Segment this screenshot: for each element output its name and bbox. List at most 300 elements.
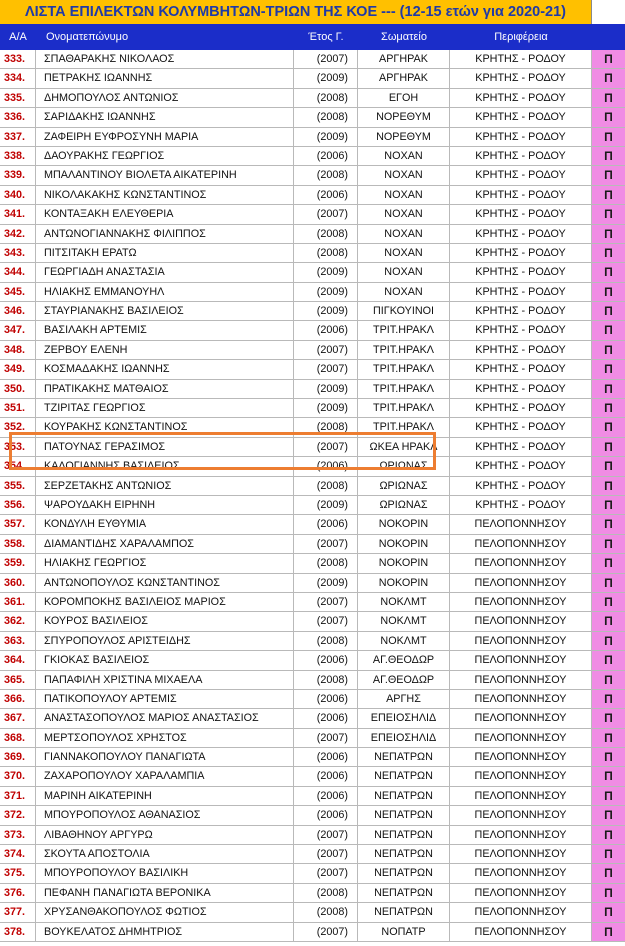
club-name: ΝΕΠΑΤΡΩΝ xyxy=(358,903,450,922)
birth-year: (2007) xyxy=(294,729,358,748)
region-name: ΚΡΗΤΗΣ - ΡΟΔΟΥ xyxy=(450,108,592,127)
club-name: ΝΟΠΑΤΡ xyxy=(358,923,450,942)
row-number: 377. xyxy=(0,903,36,922)
birth-year: (2006) xyxy=(294,709,358,728)
row-number: 334. xyxy=(0,69,36,88)
birth-year: (2007) xyxy=(294,438,358,457)
athlete-name: ΑΝΑΣΤΑΣΟΠΟΥΛΟΣ ΜΑΡΙΟΣ ΑΝΑΣΤΑΣΙΟΣ xyxy=(36,709,294,728)
title-tail-cell xyxy=(592,0,625,24)
club-name: ΝΟΚΟΡΙΝ xyxy=(358,574,450,593)
birth-year: (2006) xyxy=(294,787,358,806)
athlete-name: ΔΑΟΥΡΑΚΗΣ ΓΕΩΡΓΙΟΣ xyxy=(36,147,294,166)
header-aa: Α/Α xyxy=(9,31,27,43)
region-name: ΠΕΛΟΠΟΝΝΗΣΟΥ xyxy=(450,903,592,922)
club-name: ΑΓ.ΘΕΟΔΩΡ xyxy=(358,651,450,670)
table-row xyxy=(0,128,625,147)
mark-cell: Π xyxy=(592,89,625,108)
region-name: ΠΕΛΟΠΟΝΝΗΣΟΥ xyxy=(450,748,592,767)
row-number: 368. xyxy=(0,729,36,748)
athlete-name: ΠΑΤΙΚΟΠΟΥΛΟΥ ΑΡΤΕΜΙΣ xyxy=(36,690,294,709)
birth-year: (2006) xyxy=(294,690,358,709)
table-row xyxy=(0,380,625,399)
row-number: 374. xyxy=(0,845,36,864)
club-name: ΠΙΓΚΟΥΙΝΟΙ xyxy=(358,302,450,321)
mark-cell: Π xyxy=(592,360,625,379)
table-row xyxy=(0,632,625,651)
region-name: ΠΕΛΟΠΟΝΝΗΣΟΥ xyxy=(450,806,592,825)
athlete-name: ΜΑΡΙΝΗ ΑΙΚΑΤΕΡΙΝΗ xyxy=(36,787,294,806)
athlete-name: ΓΕΩΡΓΙΑΔΗ ΑΝΑΣΤΑΣΙΑ xyxy=(36,263,294,282)
mark-cell: Π xyxy=(592,729,625,748)
athlete-name: ΚΟΣΜΑΔΑΚΗΣ ΙΩΑΝΝΗΣ xyxy=(36,360,294,379)
row-number: 338. xyxy=(0,147,36,166)
table-row xyxy=(0,438,625,457)
club-name: ΝΟΧΑΝ xyxy=(358,225,450,244)
mark-cell: Π xyxy=(592,186,625,205)
header-club: Σωματείο xyxy=(381,31,427,43)
row-number: 366. xyxy=(0,690,36,709)
table-row xyxy=(0,806,625,825)
club-name: ΝΕΠΑΤΡΩΝ xyxy=(358,884,450,903)
mark-cell: Π xyxy=(592,864,625,883)
mark-cell: Π xyxy=(592,477,625,496)
table-row xyxy=(0,321,625,340)
birth-year: (2008) xyxy=(294,166,358,185)
club-name: ΤΡΙΤ.ΗΡΑΚΛ xyxy=(358,321,450,340)
mark-cell: Π xyxy=(592,574,625,593)
birth-year: (2009) xyxy=(294,283,358,302)
athlete-name: ΚΑΛΟΓΙΑΝΝΗΣ ΒΑΣΙΛΕΙΟΣ xyxy=(36,457,294,476)
athlete-name: ΠΙΤΣΙΤΑΚΗ ΕΡΑΤΩ xyxy=(36,244,294,263)
region-name: ΠΕΛΟΠΟΝΝΗΣΟΥ xyxy=(450,515,592,534)
row-number: 344. xyxy=(0,263,36,282)
club-name: ΝΟΚΟΡΙΝ xyxy=(358,554,450,573)
athlete-name: ΜΠΟΥΡΟΠΟΥΛΟΥ ΒΑΣΙΛΙΚΗ xyxy=(36,864,294,883)
table-row xyxy=(0,923,625,942)
row-number: 349. xyxy=(0,360,36,379)
mark-cell: Π xyxy=(592,302,625,321)
row-number: 346. xyxy=(0,302,36,321)
region-name: ΚΡΗΤΗΣ - ΡΟΔΟΥ xyxy=(450,477,592,496)
birth-year: (2009) xyxy=(294,399,358,418)
club-name: ΝΟΧΑΝ xyxy=(358,147,450,166)
region-name: ΠΕΛΟΠΟΝΝΗΣΟΥ xyxy=(450,671,592,690)
row-number: 354. xyxy=(0,457,36,476)
table-row xyxy=(0,884,625,903)
row-number: 370. xyxy=(0,767,36,786)
table-row xyxy=(0,418,625,437)
birth-year: (2006) xyxy=(294,186,358,205)
row-number: 359. xyxy=(0,554,36,573)
birth-year: (2008) xyxy=(294,244,358,263)
birth-year: (2008) xyxy=(294,108,358,127)
athlete-name: ΣΤΑΥΡΙΑΝΑΚΗΣ ΒΑΣΙΛΕΙΟΣ xyxy=(36,302,294,321)
region-name: ΚΡΗΤΗΣ - ΡΟΔΟΥ xyxy=(450,438,592,457)
region-name: ΚΡΗΤΗΣ - ΡΟΔΟΥ xyxy=(450,147,592,166)
region-name: ΠΕΛΟΠΟΝΝΗΣΟΥ xyxy=(450,826,592,845)
row-number: 364. xyxy=(0,651,36,670)
region-name: ΚΡΗΤΗΣ - ΡΟΔΟΥ xyxy=(450,263,592,282)
club-name: ΝΟΧΑΝ xyxy=(358,186,450,205)
region-name: ΚΡΗΤΗΣ - ΡΟΔΟΥ xyxy=(450,225,592,244)
row-number: 361. xyxy=(0,593,36,612)
mark-cell: Π xyxy=(592,438,625,457)
athlete-name: ΓΚΙΟΚΑΣ ΒΑΣΙΛΕΙΟΣ xyxy=(36,651,294,670)
row-number: 376. xyxy=(0,884,36,903)
birth-year: (2006) xyxy=(294,457,358,476)
birth-year: (2007) xyxy=(294,535,358,554)
region-name: ΠΕΛΟΠΟΝΝΗΣΟΥ xyxy=(450,651,592,670)
region-name: ΠΕΛΟΠΟΝΝΗΣΟΥ xyxy=(450,574,592,593)
mark-cell: Π xyxy=(592,225,625,244)
mark-cell: Π xyxy=(592,205,625,224)
club-name: ΝΟΧΑΝ xyxy=(358,263,450,282)
row-number: 378. xyxy=(0,923,36,942)
table-row xyxy=(0,767,625,786)
club-name: ΝΕΠΑΤΡΩΝ xyxy=(358,748,450,767)
birth-year: (2007) xyxy=(294,864,358,883)
mark-cell: Π xyxy=(592,380,625,399)
mark-cell: Π xyxy=(592,806,625,825)
mark-cell: Π xyxy=(592,903,625,922)
mark-cell: Π xyxy=(592,244,625,263)
birth-year: (2009) xyxy=(294,302,358,321)
birth-year: (2006) xyxy=(294,767,358,786)
row-number: 375. xyxy=(0,864,36,883)
row-number: 358. xyxy=(0,535,36,554)
birth-year: (2007) xyxy=(294,845,358,864)
athlete-name: ΤΖΙΡΙΤΑΣ ΓΕΩΡΓΙΟΣ xyxy=(36,399,294,418)
club-name: ΤΡΙΤ.ΗΡΑΚΛ xyxy=(358,399,450,418)
athlete-name: ΒΟΥΚΕΛΑΤΟΣ ΔΗΜΗΤΡΙΟΣ xyxy=(36,923,294,942)
birth-year: (2009) xyxy=(294,128,358,147)
mark-cell: Π xyxy=(592,535,625,554)
region-name: ΠΕΛΟΠΟΝΝΗΣΟΥ xyxy=(450,923,592,942)
header-mark xyxy=(592,24,625,50)
club-name: ΝΟΧΑΝ xyxy=(358,205,450,224)
club-name: ΝΕΠΑΤΡΩΝ xyxy=(358,787,450,806)
club-name: ΝΟΚΟΡΙΝ xyxy=(358,535,450,554)
athlete-name: ΣΠΥΡΟΠΟΥΛΟΣ ΑΡΙΣΤΕΙΔΗΣ xyxy=(36,632,294,651)
row-number: 341. xyxy=(0,205,36,224)
row-number: 372. xyxy=(0,806,36,825)
column-header-row xyxy=(0,24,625,50)
row-number: 363. xyxy=(0,632,36,651)
athlete-name: ΣΠΑΘΑΡΑΚΗΣ ΝΙΚΟΛΑΟΣ xyxy=(36,50,294,69)
table-row xyxy=(0,186,625,205)
athlete-name: ΗΛΙΑΚΗΣ ΕΜΜΑΝΟΥΗΛ xyxy=(36,283,294,302)
table-row xyxy=(0,147,625,166)
club-name: ΤΡΙΤ.ΗΡΑΚΛ xyxy=(358,380,450,399)
row-number: 352. xyxy=(0,418,36,437)
table-row xyxy=(0,50,625,69)
row-number: 335. xyxy=(0,89,36,108)
club-name: ΩΚΕΑ ΗΡΑΚΛ xyxy=(358,438,450,457)
club-name: ΝΕΠΑΤΡΩΝ xyxy=(358,806,450,825)
club-name: ΝΕΠΑΤΡΩΝ xyxy=(358,864,450,883)
region-name: ΚΡΗΤΗΣ - ΡΟΔΟΥ xyxy=(450,89,592,108)
table-row xyxy=(0,729,625,748)
table-row xyxy=(0,787,625,806)
mark-cell: Π xyxy=(592,341,625,360)
club-name: ΝΟΡΕΘΥΜ xyxy=(358,128,450,147)
club-name: ΝΟΚΛΜΤ xyxy=(358,593,450,612)
region-name: ΚΡΗΤΗΣ - ΡΟΔΟΥ xyxy=(450,341,592,360)
row-number: 336. xyxy=(0,108,36,127)
mark-cell: Π xyxy=(592,826,625,845)
table-row xyxy=(0,496,625,515)
club-name: ΕΠΕΙΟΣΗΛΙΔ xyxy=(358,709,450,728)
mark-cell: Π xyxy=(592,690,625,709)
athlete-name: ΛΙΒΑΘΗΝΟΥ ΑΡΓΥΡΩ xyxy=(36,826,294,845)
club-name: ΑΡΓΗΣ xyxy=(358,690,450,709)
birth-year: (2009) xyxy=(294,263,358,282)
mark-cell: Π xyxy=(592,457,625,476)
athlete-name: ΜΕΡΤΣΟΠΟΥΛΟΣ ΧΡΗΣΤΟΣ xyxy=(36,729,294,748)
table-body xyxy=(0,50,625,942)
region-name: ΚΡΗΤΗΣ - ΡΟΔΟΥ xyxy=(450,244,592,263)
club-name: ΝΟΧΑΝ xyxy=(358,283,450,302)
mark-cell: Π xyxy=(592,321,625,340)
region-name: ΠΕΛΟΠΟΝΝΗΣΟΥ xyxy=(450,864,592,883)
region-name: ΚΡΗΤΗΣ - ΡΟΔΟΥ xyxy=(450,399,592,418)
region-name: ΠΕΛΟΠΟΝΝΗΣΟΥ xyxy=(450,632,592,651)
mark-cell: Π xyxy=(592,923,625,942)
club-name: ΕΠΕΙΟΣΗΛΙΔ xyxy=(358,729,450,748)
table-row xyxy=(0,593,625,612)
row-number: 353. xyxy=(0,438,36,457)
table-row xyxy=(0,845,625,864)
region-name: ΚΡΗΤΗΣ - ΡΟΔΟΥ xyxy=(450,166,592,185)
mark-cell: Π xyxy=(592,69,625,88)
table-row xyxy=(0,709,625,728)
club-name: ΝΟΧΑΝ xyxy=(358,166,450,185)
region-name: ΚΡΗΤΗΣ - ΡΟΔΟΥ xyxy=(450,283,592,302)
club-name: ΝΕΠΑΤΡΩΝ xyxy=(358,826,450,845)
club-name: ΩΡΙΩΝΑΣ xyxy=(358,496,450,515)
athlete-name: ΓΙΑΝΝΑΚΟΠΟΥΛΟΥ ΠΑΝΑΓΙΩΤΑ xyxy=(36,748,294,767)
club-name: ΝΟΚΛΜΤ xyxy=(358,632,450,651)
athlete-name: ΔΙΑΜΑΝΤΙΔΗΣ ΧΑΡΑΛΑΜΠΟΣ xyxy=(36,535,294,554)
table-row xyxy=(0,69,625,88)
region-name: ΚΡΗΤΗΣ - ΡΟΔΟΥ xyxy=(450,302,592,321)
birth-year: (2007) xyxy=(294,593,358,612)
table-row xyxy=(0,244,625,263)
table-row xyxy=(0,574,625,593)
mark-cell: Π xyxy=(592,767,625,786)
athlete-name: ΠΑΠΑΦΙΛΗ ΧΡΙΣΤΙΝΑ ΜΙΧΑΕΛΑ xyxy=(36,671,294,690)
mark-cell: Π xyxy=(592,787,625,806)
athlete-name: ΧΡΥΣΑΝΘΑΚΟΠΟΥΛΟΣ ΦΩΤΙΟΣ xyxy=(36,903,294,922)
table-row xyxy=(0,225,625,244)
athlete-name: ΝΙΚΟΛΑΚΑΚΗΣ ΚΩΝΣΤΑΝΤΙΝΟΣ xyxy=(36,186,294,205)
header-region: Περιφέρεια xyxy=(494,31,548,43)
table-row xyxy=(0,826,625,845)
region-name: ΚΡΗΤΗΣ - ΡΟΔΟΥ xyxy=(450,418,592,437)
club-name: ΑΡΓΗΡΑΚ xyxy=(358,69,450,88)
birth-year: (2009) xyxy=(294,574,358,593)
row-number: 347. xyxy=(0,321,36,340)
row-number: 355. xyxy=(0,477,36,496)
club-name: ΑΡΓΗΡΑΚ xyxy=(358,50,450,69)
region-name: ΠΕΛΟΠΟΝΝΗΣΟΥ xyxy=(450,767,592,786)
region-name: ΠΕΛΟΠΟΝΝΗΣΟΥ xyxy=(450,729,592,748)
row-number: 373. xyxy=(0,826,36,845)
mark-cell: Π xyxy=(592,709,625,728)
athlete-name: ΑΝΤΩΝΟΓΙΑΝΝΑΚΗΣ ΦΙΛΙΠΠΟΣ xyxy=(36,225,294,244)
birth-year: (2007) xyxy=(294,205,358,224)
birth-year: (2006) xyxy=(294,651,358,670)
athlete-name: ΒΑΣΙΛΑΚΗ ΑΡΤΕΜΙΣ xyxy=(36,321,294,340)
table-row xyxy=(0,89,625,108)
row-number: 357. xyxy=(0,515,36,534)
row-number: 337. xyxy=(0,128,36,147)
athlete-name: ΨΑΡΟΥΔΑΚΗ ΕΙΡΗΝΗ xyxy=(36,496,294,515)
birth-year: (2008) xyxy=(294,632,358,651)
club-name: ΝΟΚΟΡΙΝ xyxy=(358,515,450,534)
header-year: Έτος Γ. xyxy=(308,31,344,43)
club-name: ΝΕΠΑΤΡΩΝ xyxy=(358,767,450,786)
athlete-name: ΖΑΦΕΙΡΗ ΕΥΦΡΟΣΥΝΗ ΜΑΡΙΑ xyxy=(36,128,294,147)
mark-cell: Π xyxy=(592,845,625,864)
table-row xyxy=(0,263,625,282)
mark-cell: Π xyxy=(592,671,625,690)
row-number: 351. xyxy=(0,399,36,418)
club-name: ΝΕΠΑΤΡΩΝ xyxy=(358,845,450,864)
table-row xyxy=(0,554,625,573)
table-row xyxy=(0,341,625,360)
list-title: ΛΙΣΤΑ ΕΠΙΛΕΚΤΩΝ ΚΟΛΥΜΒΗΤΩΝ-ΤΡΙΩΝ ΤΗΣ ΚΟΕ --- (12-15 ετών για 2020-21) xyxy=(0,0,592,24)
region-name: ΠΕΛΟΠΟΝΝΗΣΟΥ xyxy=(450,690,592,709)
athlete-name: ΖΕΡΒΟΥ ΕΛΕΝΗ xyxy=(36,341,294,360)
region-name: ΠΕΛΟΠΟΝΝΗΣΟΥ xyxy=(450,593,592,612)
region-name: ΚΡΗΤΗΣ - ΡΟΔΟΥ xyxy=(450,321,592,340)
athlete-name: ΗΛΙΑΚΗΣ ΓΕΩΡΓΙΟΣ xyxy=(36,554,294,573)
table-row xyxy=(0,515,625,534)
region-name: ΚΡΗΤΗΣ - ΡΟΔΟΥ xyxy=(450,360,592,379)
region-name: ΚΡΗΤΗΣ - ΡΟΔΟΥ xyxy=(450,205,592,224)
row-number: 350. xyxy=(0,380,36,399)
table-row xyxy=(0,690,625,709)
region-name: ΠΕΛΟΠΟΝΝΗΣΟΥ xyxy=(450,845,592,864)
athlete-name: ΠΑΤΟΥΝΑΣ ΓΕΡΑΣΙΜΟΣ xyxy=(36,438,294,457)
club-name: ΝΟΚΛΜΤ xyxy=(358,612,450,631)
table-row xyxy=(0,748,625,767)
table-row xyxy=(0,903,625,922)
club-name: ΩΡΙΩΝΑΣ xyxy=(358,477,450,496)
row-number: 339. xyxy=(0,166,36,185)
mark-cell: Π xyxy=(592,515,625,534)
table-row xyxy=(0,360,625,379)
mark-cell: Π xyxy=(592,128,625,147)
birth-year: (2006) xyxy=(294,147,358,166)
club-name: ΤΡΙΤ.ΗΡΑΚΛ xyxy=(358,360,450,379)
athlete-name: ΣΕΡΖΕΤΑΚΗΣ ΑΝΤΩΝΙΟΣ xyxy=(36,477,294,496)
athlete-name: ΚΟΥΡΑΚΗΣ ΚΩΝΣΤΑΝΤΙΝΟΣ xyxy=(36,418,294,437)
club-name: ΩΡΙΩΝΑΣ xyxy=(358,457,450,476)
title-row xyxy=(0,0,625,24)
mark-cell: Π xyxy=(592,147,625,166)
birth-year: (2009) xyxy=(294,496,358,515)
table-row xyxy=(0,302,625,321)
athlete-name: ΠΕΤΡΑΚΗΣ ΙΩΑΝΝΗΣ xyxy=(36,69,294,88)
row-number: 340. xyxy=(0,186,36,205)
region-name: ΚΡΗΤΗΣ - ΡΟΔΟΥ xyxy=(450,186,592,205)
region-name: ΚΡΗΤΗΣ - ΡΟΔΟΥ xyxy=(450,50,592,69)
birth-year: (2007) xyxy=(294,826,358,845)
birth-year: (2007) xyxy=(294,612,358,631)
table-row xyxy=(0,864,625,883)
mark-cell: Π xyxy=(592,108,625,127)
athlete-name: ΠΕΦΑΝΗ ΠΑΝΑΓΙΩΤΑ ΒΕΡΟΝΙΚΑ xyxy=(36,884,294,903)
birth-year: (2006) xyxy=(294,748,358,767)
birth-year: (2009) xyxy=(294,69,358,88)
athlete-name: ΣΚΟΥΤΑ ΑΠΟΣΤΟΛΙΑ xyxy=(36,845,294,864)
table-row xyxy=(0,671,625,690)
region-name: ΚΡΗΤΗΣ - ΡΟΔΟΥ xyxy=(450,69,592,88)
club-name: ΑΓ.ΘΕΟΔΩΡ xyxy=(358,671,450,690)
birth-year: (2008) xyxy=(294,477,358,496)
table-row xyxy=(0,283,625,302)
region-name: ΠΕΛΟΠΟΝΝΗΣΟΥ xyxy=(450,554,592,573)
birth-year: (2008) xyxy=(294,884,358,903)
region-name: ΠΕΛΟΠΟΝΝΗΣΟΥ xyxy=(450,884,592,903)
club-name: ΕΓΟΗ xyxy=(358,89,450,108)
row-number: 371. xyxy=(0,787,36,806)
mark-cell: Π xyxy=(592,651,625,670)
mark-cell: Π xyxy=(592,50,625,69)
region-name: ΚΡΗΤΗΣ - ΡΟΔΟΥ xyxy=(450,128,592,147)
mark-cell: Π xyxy=(592,496,625,515)
row-number: 356. xyxy=(0,496,36,515)
row-number: 343. xyxy=(0,244,36,263)
region-name: ΠΕΛΟΠΟΝΝΗΣΟΥ xyxy=(450,709,592,728)
athlete-name: ΚΟΝΤΑΞΑΚΗ ΕΛΕΥΘΕΡΙΑ xyxy=(36,205,294,224)
mark-cell: Π xyxy=(592,612,625,631)
birth-year: (2006) xyxy=(294,515,358,534)
header-name: Ονοματεπώνυμο xyxy=(46,31,129,43)
birth-year: (2008) xyxy=(294,225,358,244)
club-name: ΝΟΡΕΘΥΜ xyxy=(358,108,450,127)
row-number: 333. xyxy=(0,50,36,69)
birth-year: (2008) xyxy=(294,418,358,437)
row-number: 362. xyxy=(0,612,36,631)
athlete-name: ΑΝΤΩΝΟΠΟΥΛΟΣ ΚΩΝΣΤΑΝΤΙΝΟΣ xyxy=(36,574,294,593)
table-row xyxy=(0,612,625,631)
athlete-name: ΚΟΝΔΥΛΗ ΕΥΘΥΜΙΑ xyxy=(36,515,294,534)
table-row xyxy=(0,535,625,554)
region-name: ΚΡΗΤΗΣ - ΡΟΔΟΥ xyxy=(450,380,592,399)
mark-cell: Π xyxy=(592,748,625,767)
table-row xyxy=(0,457,625,476)
row-number: 365. xyxy=(0,671,36,690)
mark-cell: Π xyxy=(592,418,625,437)
birth-year: (2007) xyxy=(294,360,358,379)
mark-cell: Π xyxy=(592,399,625,418)
birth-year: (2007) xyxy=(294,341,358,360)
row-number: 345. xyxy=(0,283,36,302)
birth-year: (2008) xyxy=(294,903,358,922)
mark-cell: Π xyxy=(592,263,625,282)
birth-year: (2006) xyxy=(294,806,358,825)
row-number: 348. xyxy=(0,341,36,360)
athlete-name: ΣΑΡΙΔΑΚΗΣ ΙΩΑΝΝΗΣ xyxy=(36,108,294,127)
club-name: ΝΟΧΑΝ xyxy=(358,244,450,263)
club-name: ΤΡΙΤ.ΗΡΑΚΛ xyxy=(358,341,450,360)
region-name: ΠΕΛΟΠΟΝΝΗΣΟΥ xyxy=(450,612,592,631)
birth-year: (2009) xyxy=(294,380,358,399)
row-number: 369. xyxy=(0,748,36,767)
